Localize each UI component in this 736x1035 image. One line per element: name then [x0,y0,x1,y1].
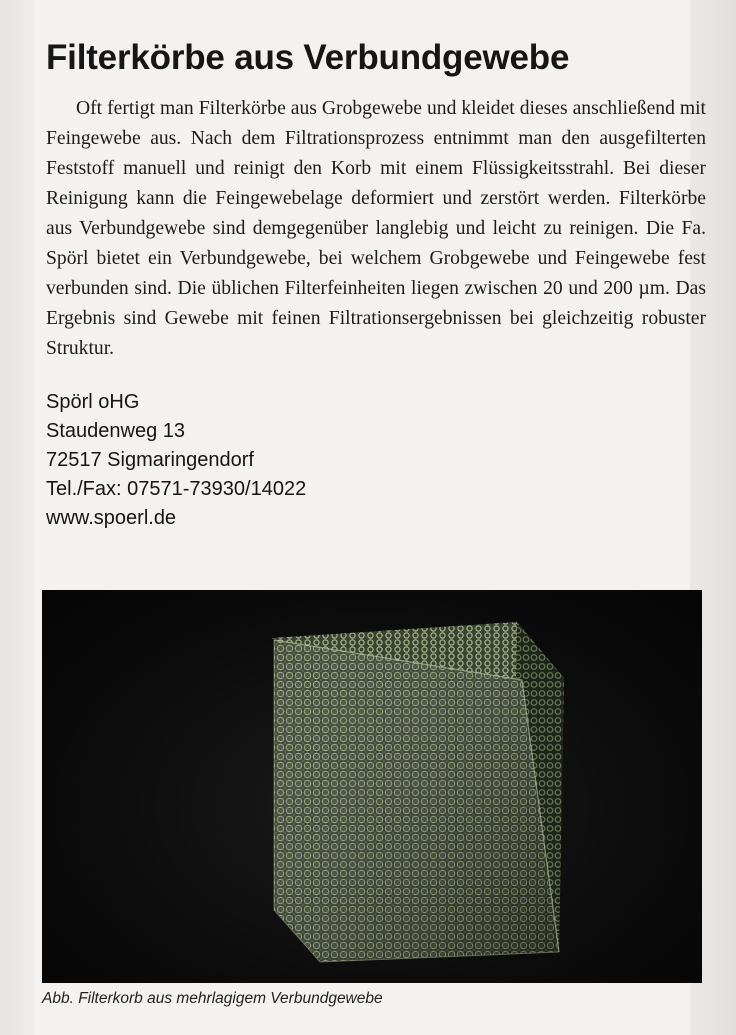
contact-block [46,388,706,533]
product-photo [42,590,702,983]
contact-city: 72517 Sigmaringendorf [46,449,254,471]
contact-company: Spörl oHG [46,391,140,413]
filter-basket-illustration [42,590,702,983]
article [46,36,706,533]
article-title: Filterkörbe aus Verbundgewebe [46,38,570,77]
figure-caption: Abb. Filterkorb aus mehrlagigem Verbundgewebe [42,990,383,1007]
article-body: Oft fertigt man Filterkörbe aus Grobgewebe und kleidet dieses anschließend mit Feingewebe aus. Nach dem Filtrationsprozess entnimmt man den ausgefilterten Feststoff manuell und reinigt den Korb mit einem Flüssigkeitsstrahl. Bei dieser Reinigung kann die Feingewebelage deformiert und zerstört werden. Filterkörbe aus Verbundgewebe sind demgegenüber langlebig und leicht zu reinigen. Die Fa. Spörl bietet ein Verbundgewebe, bei welchem Grobgewebe und Feingewebe fest verbunden sind. Die üblichen Filterfeinheiten liegen zwischen 20 und 200 µm. Das Ergebnis sind Gewebe mit feinen Filtrationsergebnissen bei gleichzeitig robuster Struktur. [46,98,706,359]
contact-street: Staudenweg 13 [46,420,186,442]
contact-phone: Tel./Fax: 07571-73930/14022 [46,478,307,500]
page-edge-left [0,0,34,1035]
contact-website[interactable]: www.spoerl.de [46,507,177,529]
